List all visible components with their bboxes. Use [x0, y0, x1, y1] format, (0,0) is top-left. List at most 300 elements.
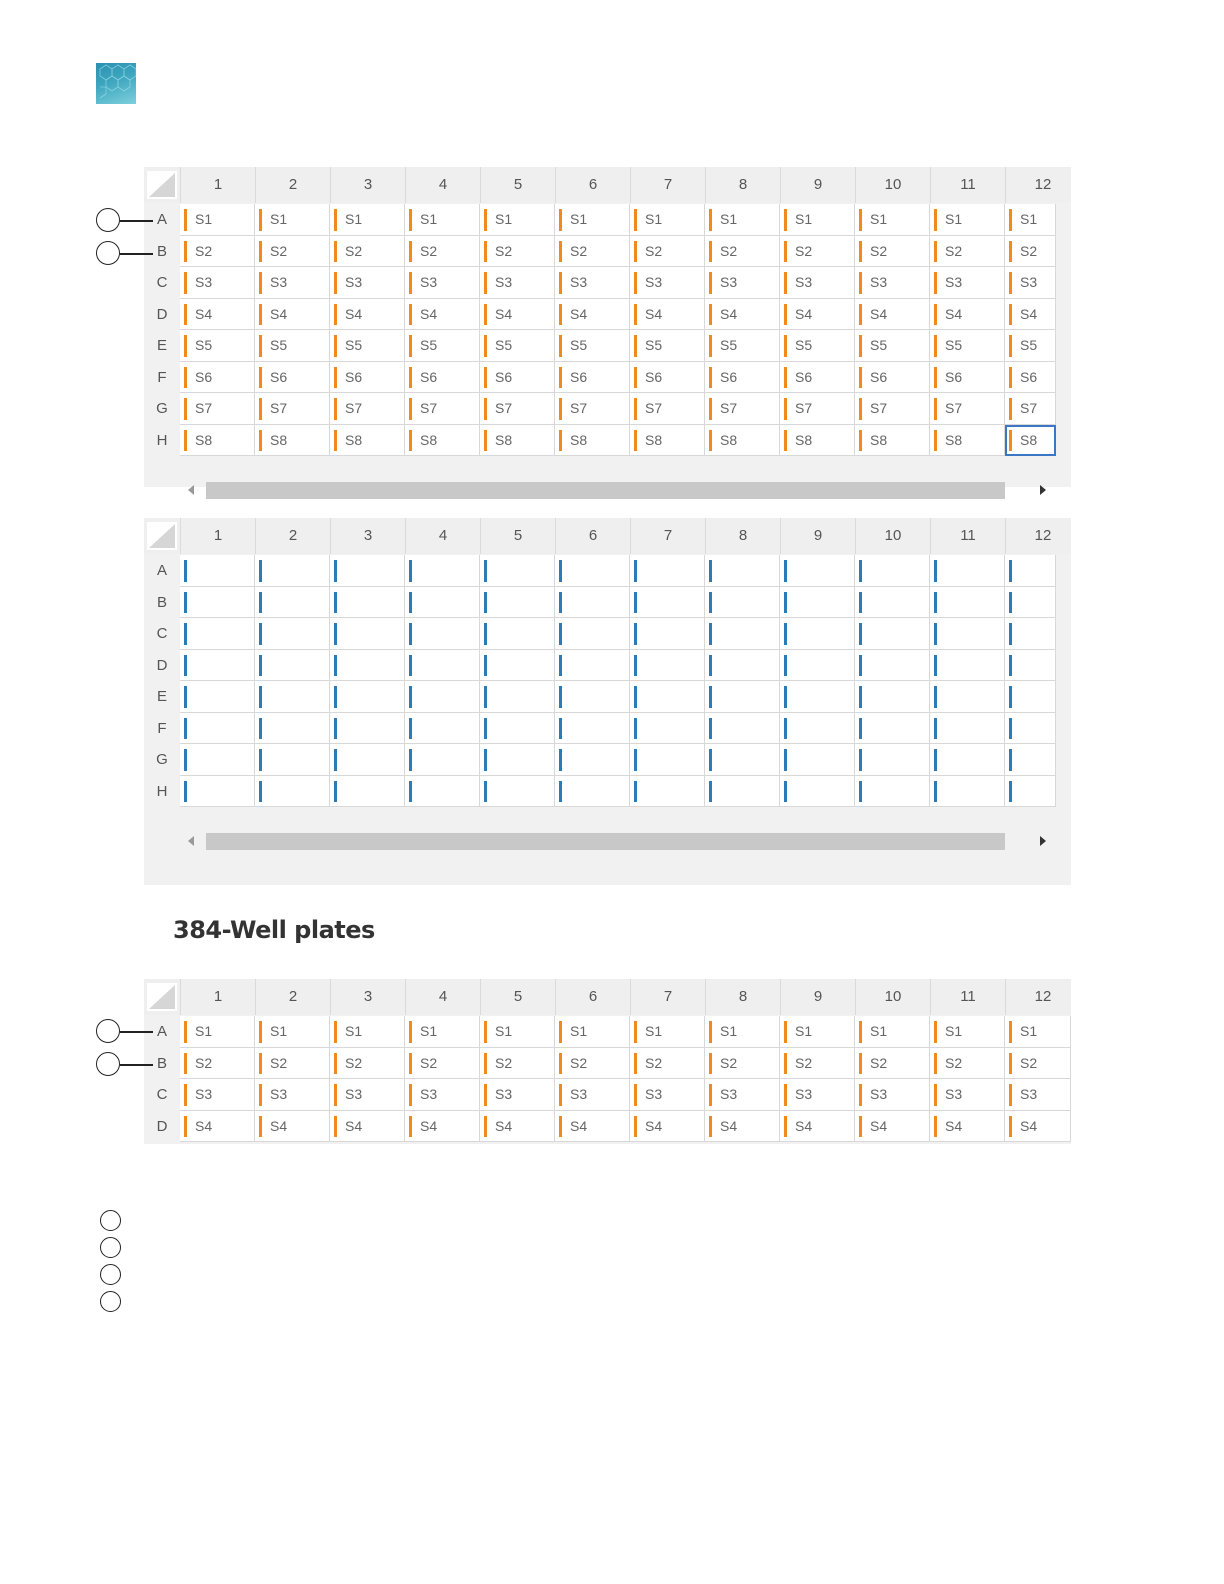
well-B5[interactable] — [480, 1048, 555, 1080]
well-B9[interactable] — [780, 236, 855, 268]
well-A2[interactable] — [255, 1016, 330, 1048]
well-G11[interactable] — [930, 744, 1005, 776]
well-A4[interactable] — [405, 555, 480, 587]
well-D1[interactable] — [180, 1111, 255, 1143]
well-C10[interactable] — [855, 267, 930, 299]
well-G9[interactable] — [780, 744, 855, 776]
well-B2[interactable] — [255, 236, 330, 268]
well-B9[interactable] — [780, 1048, 855, 1080]
well-B3[interactable] — [330, 1048, 405, 1080]
well-A2[interactable] — [255, 204, 330, 236]
well-E12[interactable] — [1005, 681, 1056, 713]
well-E7[interactable] — [630, 330, 705, 362]
column-header-11[interactable]: 11 — [930, 167, 1005, 203]
row-header-H[interactable]: H — [156, 431, 168, 449]
column-header-7[interactable]: 7 — [630, 518, 705, 554]
well-G9[interactable] — [780, 393, 855, 425]
column-header-8[interactable]: 8 — [705, 167, 780, 203]
well-A5[interactable] — [480, 1016, 555, 1048]
well-A11[interactable] — [930, 555, 1005, 587]
well-B3[interactable] — [330, 587, 405, 619]
well-F10[interactable] — [855, 362, 930, 394]
row-header-F[interactable]: F — [157, 719, 167, 737]
well-E11[interactable] — [930, 681, 1005, 713]
well-A6[interactable] — [555, 1016, 630, 1048]
row-header-G[interactable]: G — [156, 751, 168, 768]
horizontal-scrollbar-top[interactable] — [180, 478, 1060, 500]
horizontal-scrollbar-bottom[interactable] — [180, 829, 1060, 851]
column-header-9[interactable]: 9 — [780, 518, 855, 554]
well-B10[interactable] — [855, 587, 930, 619]
well-B6[interactable] — [555, 236, 630, 268]
well-H5[interactable] — [480, 425, 555, 457]
well-D6[interactable] — [555, 650, 630, 682]
well-H6[interactable] — [555, 425, 630, 457]
well-C11[interactable] — [930, 1079, 1005, 1111]
well-C4[interactable] — [405, 1079, 480, 1111]
well-G10[interactable] — [855, 393, 930, 425]
well-F3[interactable] — [330, 713, 405, 745]
well-E4[interactable] — [405, 681, 480, 713]
well-F9[interactable] — [780, 713, 855, 745]
row-header-C[interactable]: C — [156, 1086, 168, 1103]
well-D5[interactable] — [480, 650, 555, 682]
well-C5[interactable] — [480, 267, 555, 299]
well-B12[interactable] — [1005, 587, 1056, 619]
well-C6[interactable] — [555, 618, 630, 650]
column-header-7[interactable]: 7 — [630, 979, 705, 1015]
well-A6[interactable] — [555, 555, 630, 587]
well-F8[interactable] — [705, 713, 780, 745]
well-C3[interactable] — [330, 1079, 405, 1111]
well-E5[interactable] — [480, 330, 555, 362]
column-header-10[interactable]: 10 — [855, 167, 930, 203]
well-A3[interactable] — [330, 204, 405, 236]
well-G7[interactable] — [630, 393, 705, 425]
column-header-2[interactable]: 2 — [255, 167, 330, 203]
well-C7[interactable] — [630, 267, 705, 299]
well-H2[interactable] — [255, 425, 330, 457]
well-B12[interactable] — [1005, 236, 1056, 268]
well-F1[interactable] — [180, 362, 255, 394]
well-C10[interactable] — [855, 618, 930, 650]
well-E2[interactable] — [255, 681, 330, 713]
column-header-6[interactable]: 6 — [555, 518, 630, 554]
well-A4[interactable] — [405, 204, 480, 236]
column-header-12[interactable]: 12 — [1005, 167, 1071, 203]
column-header-11[interactable]: 11 — [930, 518, 1005, 554]
well-B11[interactable] — [930, 587, 1005, 619]
well-G1[interactable] — [180, 393, 255, 425]
well-B3[interactable] — [330, 236, 405, 268]
well-A12[interactable] — [1005, 1016, 1071, 1048]
well-H12[interactable] — [1005, 425, 1056, 457]
well-D3[interactable] — [330, 650, 405, 682]
well-H9[interactable] — [780, 425, 855, 457]
well-C9[interactable] — [780, 618, 855, 650]
well-A9[interactable] — [780, 555, 855, 587]
well-F11[interactable] — [930, 362, 1005, 394]
well-D10[interactable] — [855, 299, 930, 331]
row-header-B[interactable]: B — [156, 593, 167, 611]
well-B8[interactable] — [705, 1048, 780, 1080]
well-A11[interactable] — [930, 204, 1005, 236]
well-D7[interactable] — [630, 299, 705, 331]
well-A10[interactable] — [855, 1016, 930, 1048]
well-H1[interactable] — [180, 425, 255, 457]
well-F1[interactable] — [180, 713, 255, 745]
well-H11[interactable] — [930, 776, 1005, 808]
well-H9[interactable] — [780, 776, 855, 808]
row-header-A[interactable]: A — [156, 562, 167, 579]
well-G7[interactable] — [630, 744, 705, 776]
column-header-2[interactable]: 2 — [255, 518, 330, 554]
well-B8[interactable] — [705, 587, 780, 619]
well-D12[interactable] — [1005, 299, 1056, 331]
well-H6[interactable] — [555, 776, 630, 808]
well-C6[interactable] — [555, 267, 630, 299]
well-A1[interactable] — [180, 1016, 255, 1048]
column-header-7[interactable]: 7 — [630, 167, 705, 203]
well-D9[interactable] — [780, 1111, 855, 1143]
row-header-H[interactable]: H — [156, 782, 168, 800]
well-D6[interactable] — [555, 1111, 630, 1143]
well-D4[interactable] — [405, 650, 480, 682]
well-A12[interactable] — [1005, 555, 1056, 587]
column-header-12[interactable]: 12 — [1005, 518, 1071, 554]
well-G6[interactable] — [555, 393, 630, 425]
well-C9[interactable] — [780, 1079, 855, 1111]
well-F5[interactable] — [480, 713, 555, 745]
well-H11[interactable] — [930, 425, 1005, 457]
well-G6[interactable] — [555, 744, 630, 776]
well-G8[interactable] — [705, 744, 780, 776]
column-header-1[interactable]: 1 — [180, 518, 255, 554]
well-B4[interactable] — [405, 1048, 480, 1080]
well-D8[interactable] — [705, 1111, 780, 1143]
well-F10[interactable] — [855, 713, 930, 745]
well-B5[interactable] — [480, 587, 555, 619]
well-F2[interactable] — [255, 713, 330, 745]
well-E6[interactable] — [555, 330, 630, 362]
well-F8[interactable] — [705, 362, 780, 394]
well-H4[interactable] — [405, 425, 480, 457]
well-B7[interactable] — [630, 1048, 705, 1080]
well-H10[interactable] — [855, 776, 930, 808]
well-B6[interactable] — [555, 587, 630, 619]
well-B7[interactable] — [630, 236, 705, 268]
well-F12[interactable] — [1005, 362, 1056, 394]
well-C4[interactable] — [405, 267, 480, 299]
well-G3[interactable] — [330, 393, 405, 425]
well-F11[interactable] — [930, 713, 1005, 745]
column-header-10[interactable]: 10 — [855, 979, 930, 1015]
column-header-4[interactable]: 4 — [405, 979, 480, 1015]
well-E10[interactable] — [855, 681, 930, 713]
column-header-4[interactable]: 4 — [405, 518, 480, 554]
well-H7[interactable] — [630, 776, 705, 808]
well-A9[interactable] — [780, 1016, 855, 1048]
column-header-8[interactable]: 8 — [705, 518, 780, 554]
well-C8[interactable] — [705, 1079, 780, 1111]
well-F9[interactable] — [780, 362, 855, 394]
well-C9[interactable] — [780, 267, 855, 299]
well-A4[interactable] — [405, 1016, 480, 1048]
well-F3[interactable] — [330, 362, 405, 394]
row-header-B[interactable]: B — [156, 1054, 167, 1072]
well-B4[interactable] — [405, 587, 480, 619]
well-C7[interactable] — [630, 1079, 705, 1111]
well-G1[interactable] — [180, 744, 255, 776]
well-H10[interactable] — [855, 425, 930, 457]
column-header-6[interactable]: 6 — [555, 979, 630, 1015]
well-E10[interactable] — [855, 330, 930, 362]
well-B1[interactable] — [180, 236, 255, 268]
well-D1[interactable] — [180, 650, 255, 682]
well-D1[interactable] — [180, 299, 255, 331]
well-D12[interactable] — [1005, 650, 1056, 682]
well-D8[interactable] — [705, 299, 780, 331]
well-A9[interactable] — [780, 204, 855, 236]
row-header-A[interactable]: A — [156, 1023, 167, 1040]
column-header-3[interactable]: 3 — [330, 167, 405, 203]
well-E8[interactable] — [705, 330, 780, 362]
column-header-10[interactable]: 10 — [855, 518, 930, 554]
column-header-9[interactable]: 9 — [780, 167, 855, 203]
column-header-4[interactable]: 4 — [405, 167, 480, 203]
well-A11[interactable] — [930, 1016, 1005, 1048]
column-header-8[interactable]: 8 — [705, 979, 780, 1015]
well-C6[interactable] — [555, 1079, 630, 1111]
well-G2[interactable] — [255, 393, 330, 425]
row-header-A[interactable]: A — [156, 211, 167, 228]
row-header-F[interactable]: F — [157, 368, 167, 386]
well-G5[interactable] — [480, 393, 555, 425]
column-header-3[interactable]: 3 — [330, 518, 405, 554]
well-G12[interactable] — [1005, 744, 1056, 776]
well-A8[interactable] — [705, 555, 780, 587]
column-header-11[interactable]: 11 — [930, 979, 1005, 1015]
well-D2[interactable] — [255, 650, 330, 682]
well-C2[interactable] — [255, 1079, 330, 1111]
well-G10[interactable] — [855, 744, 930, 776]
scroll-right-icon[interactable] — [1040, 485, 1046, 495]
scroll-left-icon[interactable] — [188, 485, 194, 495]
column-header-5[interactable]: 5 — [480, 518, 555, 554]
well-H8[interactable] — [705, 425, 780, 457]
well-B10[interactable] — [855, 1048, 930, 1080]
well-E9[interactable] — [780, 681, 855, 713]
well-B1[interactable] — [180, 1048, 255, 1080]
column-header-12[interactable]: 12 — [1005, 979, 1071, 1015]
well-A8[interactable] — [705, 1016, 780, 1048]
scroll-thumb[interactable] — [206, 482, 1005, 499]
well-C12[interactable] — [1005, 267, 1056, 299]
well-B11[interactable] — [930, 236, 1005, 268]
well-F2[interactable] — [255, 362, 330, 394]
select-all-corner[interactable] — [147, 171, 177, 199]
well-D2[interactable] — [255, 299, 330, 331]
well-E12[interactable] — [1005, 330, 1056, 362]
well-E5[interactable] — [480, 681, 555, 713]
well-D11[interactable] — [930, 650, 1005, 682]
select-all-corner[interactable] — [147, 983, 177, 1011]
well-E1[interactable] — [180, 330, 255, 362]
scroll-right-icon[interactable] — [1040, 836, 1046, 846]
well-B7[interactable] — [630, 587, 705, 619]
column-header-1[interactable]: 1 — [180, 167, 255, 203]
well-F6[interactable] — [555, 713, 630, 745]
row-header-C[interactable]: C — [156, 274, 168, 291]
well-A10[interactable] — [855, 555, 930, 587]
well-B4[interactable] — [405, 236, 480, 268]
column-header-6[interactable]: 6 — [555, 167, 630, 203]
well-C1[interactable] — [180, 618, 255, 650]
well-D9[interactable] — [780, 650, 855, 682]
well-D4[interactable] — [405, 299, 480, 331]
well-E8[interactable] — [705, 681, 780, 713]
well-H3[interactable] — [330, 425, 405, 457]
well-A10[interactable] — [855, 204, 930, 236]
well-D11[interactable] — [930, 299, 1005, 331]
well-A7[interactable] — [630, 204, 705, 236]
well-C8[interactable] — [705, 267, 780, 299]
well-D4[interactable] — [405, 1111, 480, 1143]
well-D10[interactable] — [855, 1111, 930, 1143]
well-C11[interactable] — [930, 267, 1005, 299]
well-G8[interactable] — [705, 393, 780, 425]
well-A1[interactable] — [180, 555, 255, 587]
well-C3[interactable] — [330, 267, 405, 299]
well-D5[interactable] — [480, 1111, 555, 1143]
column-header-3[interactable]: 3 — [330, 979, 405, 1015]
well-B2[interactable] — [255, 587, 330, 619]
well-E2[interactable] — [255, 330, 330, 362]
well-A8[interactable] — [705, 204, 780, 236]
well-C2[interactable] — [255, 267, 330, 299]
row-header-D[interactable]: D — [156, 1117, 168, 1135]
well-E1[interactable] — [180, 681, 255, 713]
well-E3[interactable] — [330, 330, 405, 362]
row-header-E[interactable]: E — [156, 688, 167, 705]
well-D3[interactable] — [330, 1111, 405, 1143]
well-H12[interactable] — [1005, 776, 1056, 808]
well-A5[interactable] — [480, 555, 555, 587]
well-H5[interactable] — [480, 776, 555, 808]
well-E9[interactable] — [780, 330, 855, 362]
well-C5[interactable] — [480, 618, 555, 650]
well-C1[interactable] — [180, 1079, 255, 1111]
well-A6[interactable] — [555, 204, 630, 236]
well-H3[interactable] — [330, 776, 405, 808]
well-D3[interactable] — [330, 299, 405, 331]
well-F4[interactable] — [405, 713, 480, 745]
well-F12[interactable] — [1005, 713, 1056, 745]
well-C12[interactable] — [1005, 1079, 1071, 1111]
well-C7[interactable] — [630, 618, 705, 650]
well-A1[interactable] — [180, 204, 255, 236]
well-C4[interactable] — [405, 618, 480, 650]
well-A5[interactable] — [480, 204, 555, 236]
select-all-corner[interactable] — [147, 522, 177, 550]
well-D5[interactable] — [480, 299, 555, 331]
well-B8[interactable] — [705, 236, 780, 268]
row-header-B[interactable]: B — [156, 242, 167, 260]
well-G12[interactable] — [1005, 393, 1056, 425]
well-G4[interactable] — [405, 393, 480, 425]
row-header-D[interactable]: D — [156, 656, 168, 674]
well-A2[interactable] — [255, 555, 330, 587]
well-H2[interactable] — [255, 776, 330, 808]
well-F6[interactable] — [555, 362, 630, 394]
well-F5[interactable] — [480, 362, 555, 394]
well-C5[interactable] — [480, 1079, 555, 1111]
scroll-thumb[interactable] — [206, 833, 1005, 850]
row-header-D[interactable]: D — [156, 305, 168, 323]
well-C3[interactable] — [330, 618, 405, 650]
well-G11[interactable] — [930, 393, 1005, 425]
column-header-1[interactable]: 1 — [180, 979, 255, 1015]
well-F4[interactable] — [405, 362, 480, 394]
well-E7[interactable] — [630, 681, 705, 713]
well-B5[interactable] — [480, 236, 555, 268]
well-B6[interactable] — [555, 1048, 630, 1080]
column-header-5[interactable]: 5 — [480, 979, 555, 1015]
well-C11[interactable] — [930, 618, 1005, 650]
well-F7[interactable] — [630, 713, 705, 745]
well-A12[interactable] — [1005, 204, 1056, 236]
column-header-5[interactable]: 5 — [480, 167, 555, 203]
column-header-2[interactable]: 2 — [255, 979, 330, 1015]
well-B9[interactable] — [780, 587, 855, 619]
well-C8[interactable] — [705, 618, 780, 650]
well-G4[interactable] — [405, 744, 480, 776]
well-E3[interactable] — [330, 681, 405, 713]
well-H4[interactable] — [405, 776, 480, 808]
well-H8[interactable] — [705, 776, 780, 808]
well-D7[interactable] — [630, 650, 705, 682]
row-header-C[interactable]: C — [156, 625, 168, 642]
well-A3[interactable] — [330, 555, 405, 587]
well-B2[interactable] — [255, 1048, 330, 1080]
well-H7[interactable] — [630, 425, 705, 457]
row-header-G[interactable]: G — [156, 400, 168, 417]
well-F7[interactable] — [630, 362, 705, 394]
well-D11[interactable] — [930, 1111, 1005, 1143]
well-E4[interactable] — [405, 330, 480, 362]
well-C10[interactable] — [855, 1079, 930, 1111]
well-A3[interactable] — [330, 1016, 405, 1048]
well-A7[interactable] — [630, 555, 705, 587]
well-D6[interactable] — [555, 299, 630, 331]
well-B10[interactable] — [855, 236, 930, 268]
column-header-9[interactable]: 9 — [780, 979, 855, 1015]
scroll-left-icon[interactable] — [188, 836, 194, 846]
well-D9[interactable] — [780, 299, 855, 331]
well-C1[interactable] — [180, 267, 255, 299]
well-C12[interactable] — [1005, 618, 1056, 650]
well-E6[interactable] — [555, 681, 630, 713]
well-G5[interactable] — [480, 744, 555, 776]
well-G3[interactable] — [330, 744, 405, 776]
row-header-E[interactable]: E — [156, 337, 167, 354]
well-D10[interactable] — [855, 650, 930, 682]
well-G2[interactable] — [255, 744, 330, 776]
well-A7[interactable] — [630, 1016, 705, 1048]
well-C2[interactable] — [255, 618, 330, 650]
well-D12[interactable] — [1005, 1111, 1071, 1143]
well-B1[interactable] — [180, 587, 255, 619]
